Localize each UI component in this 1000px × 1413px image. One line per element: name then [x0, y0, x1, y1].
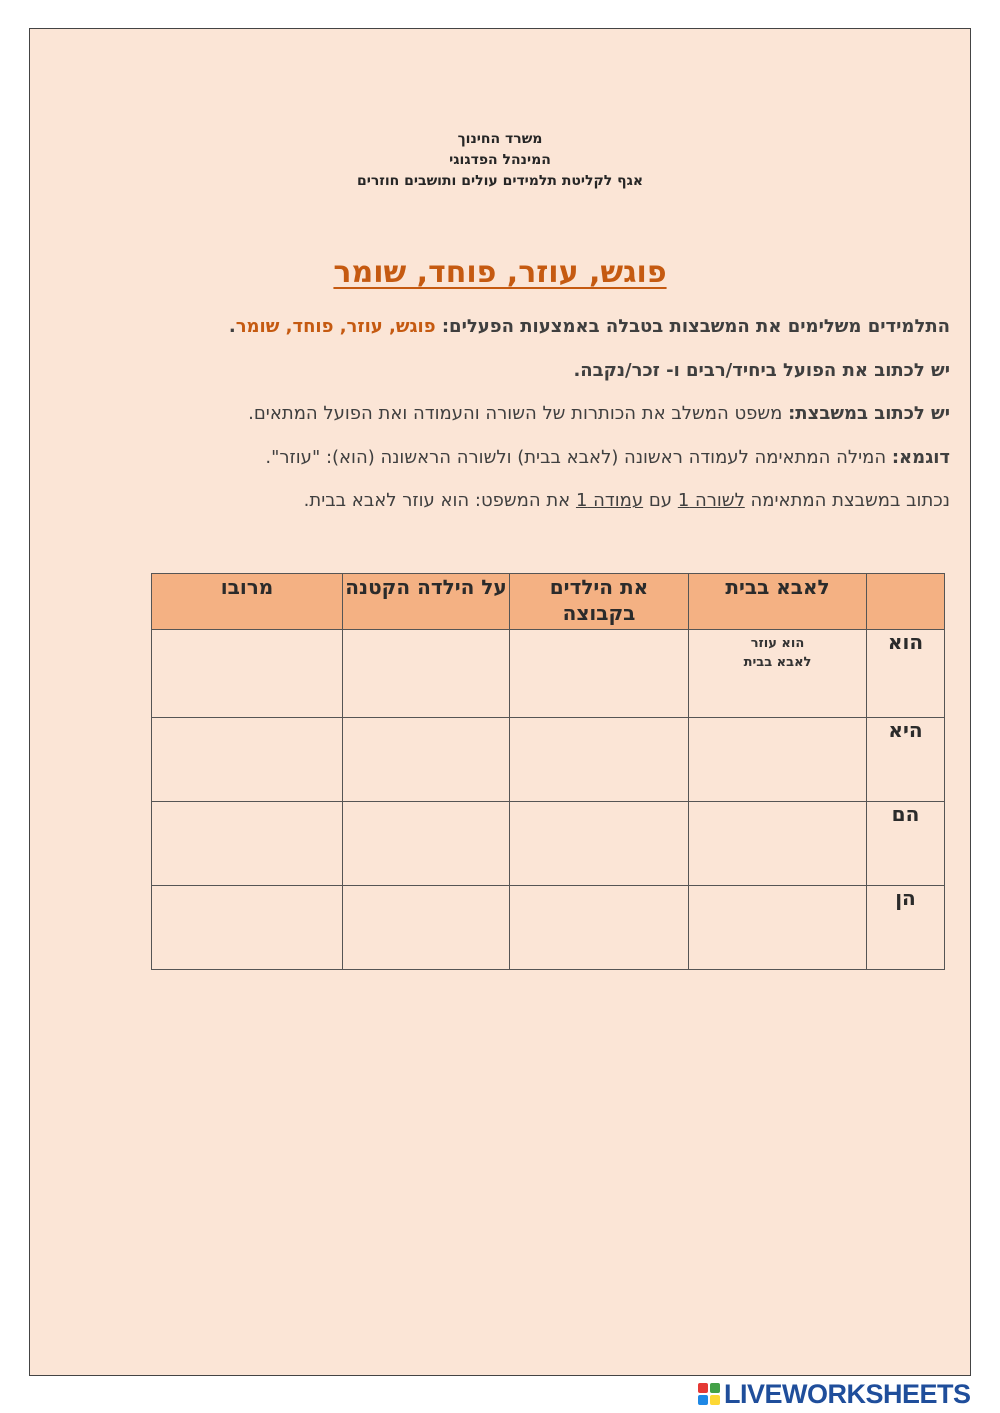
worksheet-title: פוגש, עוזר, פוחד, שומר	[333, 255, 667, 290]
example-answer	[689, 630, 866, 672]
instruction-period: .	[228, 316, 236, 337]
answer-cell[interactable]	[689, 718, 867, 802]
answer-cell[interactable]	[343, 630, 510, 718]
verb-list: פוגש, עוזר, פוחד, שומר	[235, 316, 436, 337]
answer-cell[interactable]	[152, 886, 343, 970]
example-text: המילה המתאימה לעמודה ראשונה (לאבא בבית) ולשורה הראשונה (הוא): "עוזר".	[265, 447, 887, 468]
answer-cell[interactable]	[343, 718, 510, 802]
table-row	[152, 718, 945, 802]
row-header: היא	[867, 718, 945, 802]
answer-cell[interactable]	[343, 802, 510, 886]
ministry-header	[30, 129, 970, 192]
corner-cell	[867, 574, 945, 630]
answer-cell[interactable]	[689, 802, 867, 886]
liveworksheets-logo[interactable]	[698, 1380, 971, 1408]
row-header: הן	[867, 886, 945, 970]
column-header: על הילדה הקטנה	[343, 574, 510, 630]
example-line	[60, 447, 950, 468]
instruction-line-1	[60, 316, 950, 337]
instruction-line-3	[60, 403, 950, 424]
answer-cell[interactable]	[689, 630, 867, 718]
example-sentence-start: נכתוב במשבצת המתאימה	[750, 490, 950, 511]
row-reference: לשורה 1	[677, 490, 745, 511]
instruction-text: התלמידים משלימים את המשבצות בטבלה באמצעות הפעלים:	[441, 316, 950, 337]
logo-mark-icon	[698, 1383, 720, 1405]
column-reference: עמודה 1	[575, 490, 644, 511]
example-answer-line: הוא עוזר	[750, 636, 805, 651]
instruction-line-2: יש לכתוב את הפועל ביחיד/רבים ו- זכר/נקבה.	[573, 360, 950, 381]
row-header: הוא	[867, 630, 945, 718]
instruction-label: יש לכתוב במשבצת:	[788, 403, 950, 424]
table-header-row	[152, 574, 945, 630]
ministry-department: המינהל הפדגוגי	[449, 152, 551, 168]
row-header: הם	[867, 802, 945, 886]
example-sentence-end: את המשפט: הוא עוזר לאבא בבית.	[303, 490, 571, 511]
table-row	[152, 802, 945, 886]
verb-table	[151, 573, 945, 970]
answer-cell[interactable]	[152, 718, 343, 802]
example-sentence-with: עם	[648, 490, 673, 511]
answer-cell[interactable]	[510, 802, 689, 886]
example-answer-line: לאבא בבית	[743, 655, 812, 670]
instruction-text: משפט המשלב את הכותרות של השורה והעמודה ואת הפועל המתאים.	[248, 403, 783, 424]
column-header: מרובו	[152, 574, 343, 630]
answer-cell[interactable]	[510, 630, 689, 718]
example-sentence-line	[60, 490, 950, 511]
answer-cell[interactable]	[510, 718, 689, 802]
ministry-division: אגף לקליטת תלמידים עולים ותושבים חוזרים	[356, 173, 644, 189]
ministry-name: משרד החינוך	[457, 131, 543, 147]
column-header: את הילדים בקבוצה	[510, 574, 689, 630]
answer-cell[interactable]	[510, 886, 689, 970]
example-label: דוגמא:	[891, 447, 950, 468]
worksheet-page	[29, 28, 971, 1376]
table-row	[152, 886, 945, 970]
table-row	[152, 630, 945, 718]
logo-text: LIVEWORKSHEETS	[724, 1378, 971, 1409]
answer-cell[interactable]	[152, 630, 343, 718]
answer-cell[interactable]	[689, 886, 867, 970]
answer-cell[interactable]	[152, 802, 343, 886]
answer-cell[interactable]	[343, 886, 510, 970]
column-header: לאבא בבית	[689, 574, 867, 630]
